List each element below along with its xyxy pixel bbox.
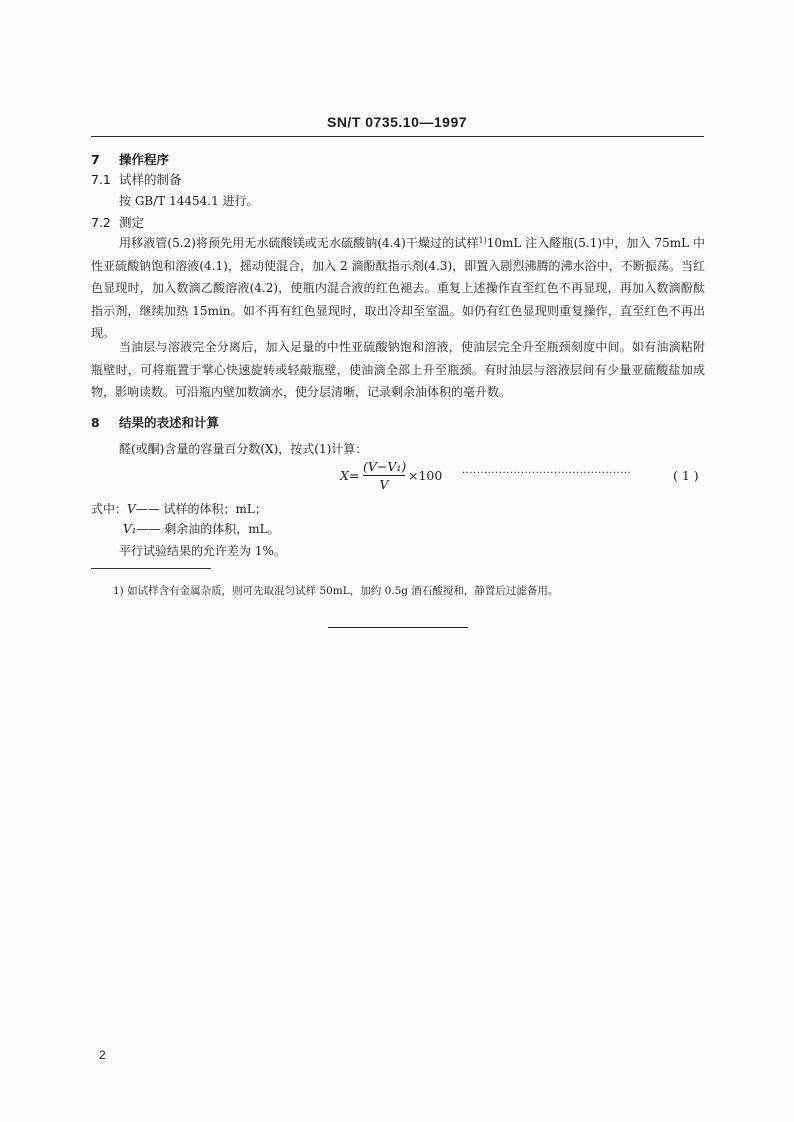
variable-definition-1	[91, 500, 267, 517]
paragraph-1-text-b: 10mL 注入醛瓶(5.1)中，加入 75mL 中性亚硫酸钠饱和溶液(4.1)，摇动使混合，加入 2 滴酚酞指示剂(4.3)，即置入剧烈沸腾的沸水浴中，不断振荡。当红色显现时，加入数滴乙酸溶液(4.2)，使瓶内混合液的红色褪去。重复上述操作直至红色不再显现，再加入数滴酚酞指示剂，继续加热 15min。如不再有红色显现时，取出冷却至室温。如仍有红色显现则重复操作，直至红色不再出现。	[91, 236, 705, 341]
variable-v1-description: —— 剩余油的体积，mL。	[136, 522, 280, 536]
document-code: SN/T 0735.10—1997	[326, 114, 468, 130]
section-8-number: 8	[91, 415, 100, 430]
section-8-heading	[91, 413, 219, 431]
section-7-title: 操作程序	[119, 152, 170, 167]
section-7-2-title: 测定	[119, 215, 145, 230]
end-of-standard-rule	[328, 627, 468, 628]
formula-equation-number: ( 1 )	[673, 468, 699, 483]
formula-leader-dots: ··············································	[462, 468, 632, 479]
footnote-1: 1) 如试样含有金属杂质，则可先取混匀试样 50mL，加约 0.5g 酒石酸搅和，静置后过滤备用。	[113, 585, 559, 597]
variable-definition-2	[123, 520, 280, 537]
formula-denominator: V	[379, 477, 389, 492]
section-7-number: 7	[91, 152, 100, 167]
formula-1	[340, 459, 710, 493]
section-7-2-number: 7.2	[91, 215, 111, 230]
page-number: 2	[99, 1048, 106, 1062]
variable-v-symbol: V	[127, 502, 136, 516]
section-7-heading	[91, 150, 169, 168]
variable-v-description: —— 试样的体积；mL；	[135, 502, 267, 516]
section-7-1-body: 按 GB/T 14454.1 进行。	[119, 194, 259, 208]
section-8-title: 结果的表述和计算	[119, 415, 220, 430]
measurement-paragraph-1	[91, 232, 705, 345]
formula-multiplier: ×100	[408, 468, 443, 483]
formula-lhs: X=	[340, 468, 360, 483]
fraction-bar	[363, 475, 405, 476]
footnote-rule	[91, 568, 211, 569]
section-7-1-heading	[91, 170, 182, 188]
where-label: 式中：	[91, 502, 128, 516]
section-7-1-title: 试样的制备	[119, 172, 182, 187]
header-rule	[91, 136, 704, 137]
variable-v1-symbol: V₁	[123, 522, 137, 536]
formula-fraction	[363, 459, 405, 492]
calculation-intro: 醛(或酮)含量的容量百分数(X)，按式(1)计算：	[119, 442, 368, 456]
tolerance-statement: 平行试验结果的允许差为 1%。	[119, 544, 286, 558]
measurement-paragraph-2: 当油层与溶液完全分离后，加入足量的中性亚硫酸钠饱和溶液，使油层完全升至瓶颈刻度中间。如有油滴粘附瓶壁时，可将瓶置于掌心快速旋转或轻敲瓶壁，使油滴全部上升至瓶颈。有时油层与溶液层间有少量亚硫酸盐加成物，影响读数。可沿瓶内壁加数滴水，使分层清晰，记录剩余油体积的毫升数。	[91, 340, 705, 400]
formula-numerator: (V−V₁)	[363, 459, 407, 474]
footnote-ref-1[interactable]: 1)	[478, 236, 487, 245]
paragraph-1-text-a: 用移液管(5.2)将预先用无水硫酸镁或无水硫酸钠(4.4)干燥过的试样	[119, 236, 479, 250]
section-7-1-number: 7.1	[91, 172, 111, 187]
section-7-2-heading	[91, 213, 144, 231]
